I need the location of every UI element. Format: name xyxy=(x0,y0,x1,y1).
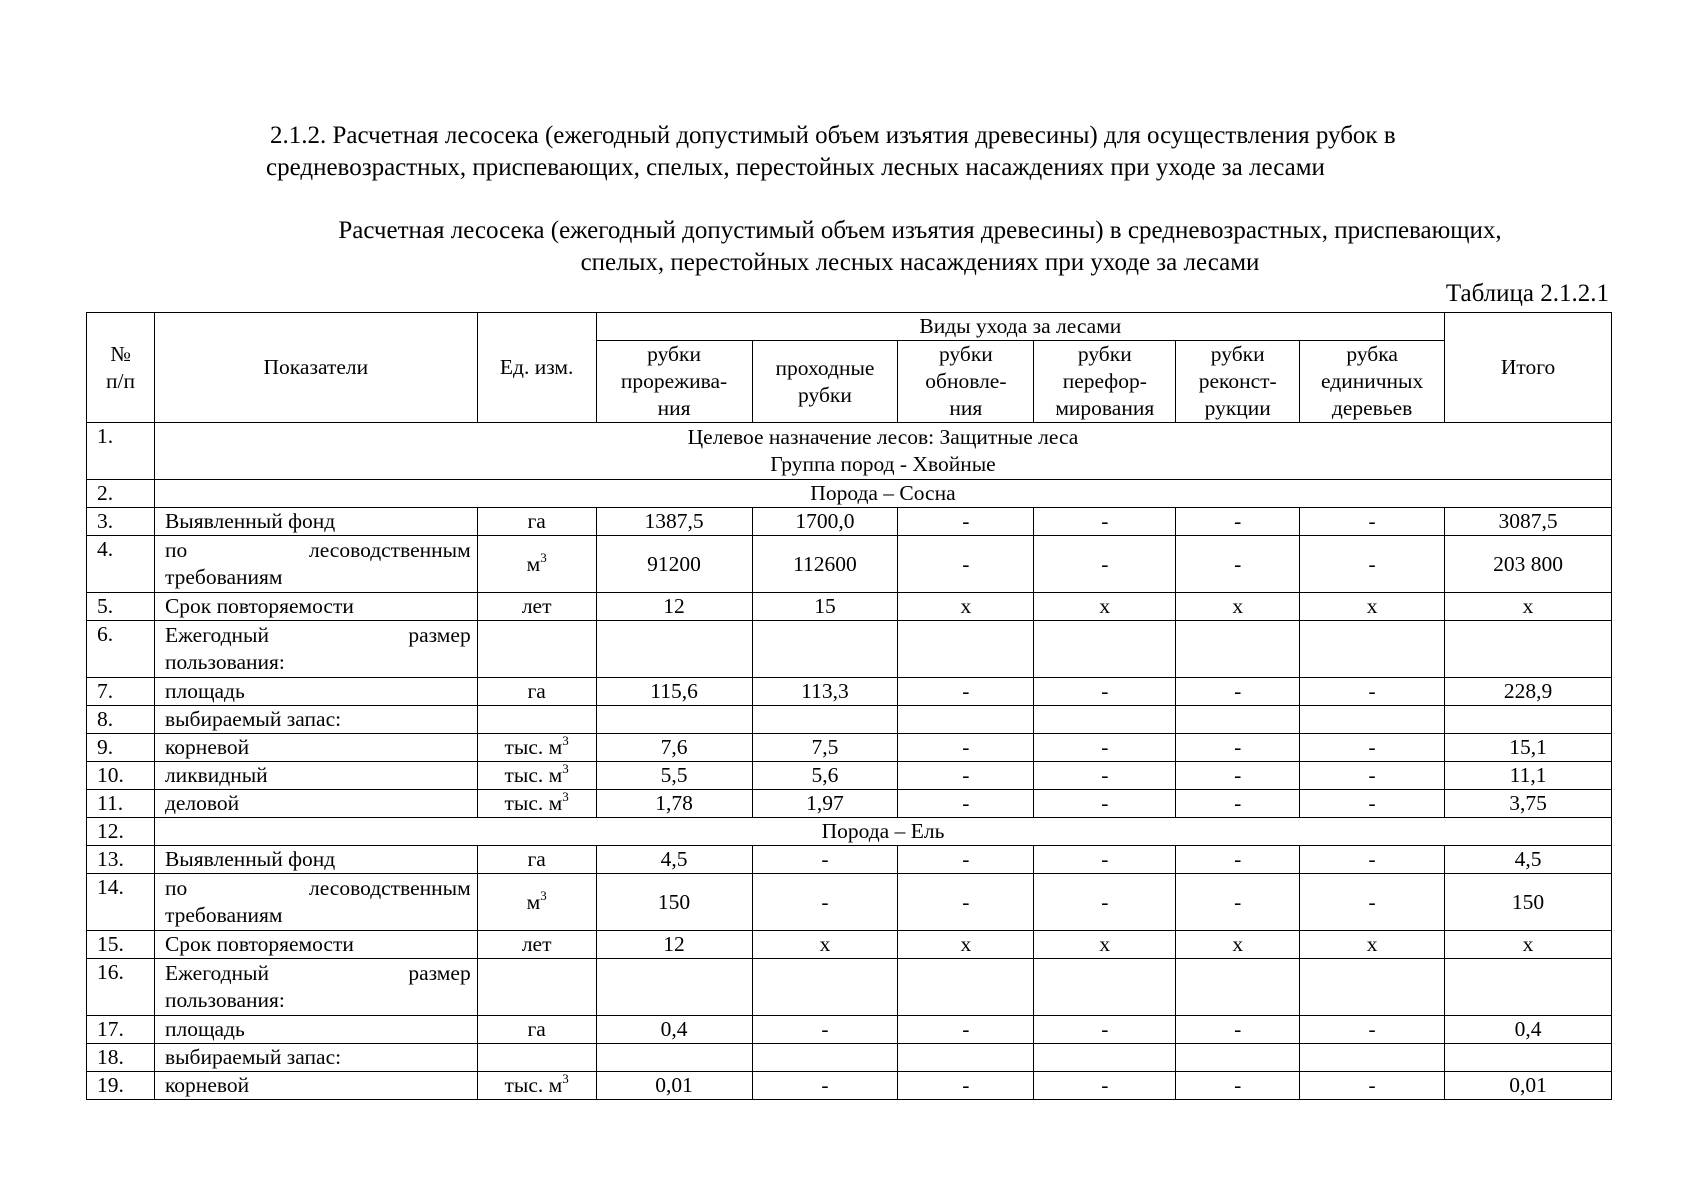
empty-cell xyxy=(1445,621,1612,678)
row-indicator: корневой xyxy=(154,734,477,762)
value-cell: 0,4 xyxy=(596,1016,752,1044)
header-row-1 xyxy=(87,313,1612,341)
section-title: Порода – Сосна xyxy=(154,480,1611,508)
row-number: 19. xyxy=(87,1072,155,1100)
empty-cell xyxy=(898,706,1034,734)
row-indicator: корневой xyxy=(154,1072,477,1100)
total-cell: 3,75 xyxy=(1445,790,1612,818)
row-indicator: Срок повторяемости xyxy=(154,593,477,621)
row-unit: тыс. $м^3$ xyxy=(477,734,596,762)
value-cell: - xyxy=(1034,846,1176,874)
value-cell: 0,01 xyxy=(596,1072,752,1100)
col-passing-header: проходные рубки xyxy=(752,341,898,423)
empty-cell xyxy=(1445,706,1612,734)
row-number: 13. xyxy=(87,846,155,874)
empty-cell xyxy=(752,621,898,678)
value-cell: 5,5 xyxy=(596,762,752,790)
row-number: 12. xyxy=(87,818,155,846)
value-cell: - xyxy=(752,874,898,931)
row-indicator: площадь xyxy=(154,678,477,706)
row-number: 17. xyxy=(87,1016,155,1044)
section-title: Порода – Ель xyxy=(154,818,1611,846)
value-cell: - xyxy=(1300,762,1445,790)
row-indicator: площадь xyxy=(154,1016,477,1044)
row-number: 6. xyxy=(87,621,155,678)
value-cell: - xyxy=(1176,762,1300,790)
empty-cell xyxy=(596,959,752,1016)
row-indicator: выбираемый запас: xyxy=(154,1044,477,1072)
empty-cell xyxy=(477,1044,596,1072)
value-cell: - xyxy=(1034,762,1176,790)
table-row xyxy=(87,959,1612,1016)
value-cell: - xyxy=(898,734,1034,762)
empty-cell xyxy=(596,621,752,678)
empty-cell xyxy=(898,1044,1034,1072)
value-cell: - xyxy=(1176,874,1300,931)
value-cell: - xyxy=(1300,874,1445,931)
value-cell: 12 xyxy=(596,593,752,621)
col-reformation-header: рубки перефор- мирования xyxy=(1034,341,1176,423)
table-caption: Таблица 2.1.2.1 xyxy=(1445,280,1609,307)
col-indicators-header: Показатели xyxy=(154,313,477,423)
empty-cell xyxy=(1176,1044,1300,1072)
value-cell: - xyxy=(1176,790,1300,818)
table-title-line1: Расчетная лесосека (ежегодный допустимый объем изъятия древесины) в средневозрастных, приспевающих, xyxy=(338,217,1502,244)
row-indicator: Выявленный фонд xyxy=(154,508,477,536)
table-row xyxy=(87,621,1612,678)
row-indicator: ликвидный xyxy=(154,762,477,790)
value-cell: - xyxy=(752,1016,898,1044)
row-number: 1. xyxy=(87,423,155,480)
value-cell: - xyxy=(1300,1016,1445,1044)
empty-cell xyxy=(1176,959,1300,1016)
value-cell: - xyxy=(1300,734,1445,762)
row-number: 15. xyxy=(87,931,155,959)
value-cell: 15 xyxy=(752,593,898,621)
empty-cell xyxy=(1445,1044,1612,1072)
value-cell: - xyxy=(1176,536,1300,593)
table-row xyxy=(87,593,1612,621)
row-number: 14. xyxy=(87,874,155,931)
table-row xyxy=(87,536,1612,593)
value-cell: - xyxy=(898,874,1034,931)
value-cell: х xyxy=(1034,593,1176,621)
total-cell: 3087,5 xyxy=(1445,508,1612,536)
value-cell: 1700,0 xyxy=(752,508,898,536)
row-unit: лет xyxy=(477,931,596,959)
row-unit: тыс. $м^3$ xyxy=(477,762,596,790)
row-indicator: выбираемый запас: xyxy=(154,706,477,734)
value-cell: - xyxy=(1300,790,1445,818)
table-row xyxy=(87,1072,1612,1100)
row-number: 5. xyxy=(87,593,155,621)
row-indicator: Срок повторяемости xyxy=(154,931,477,959)
table-row xyxy=(87,874,1612,931)
value-cell: - xyxy=(1034,508,1176,536)
empty-cell xyxy=(477,621,596,678)
value-cell: - xyxy=(1300,678,1445,706)
value-cell: - xyxy=(1034,678,1176,706)
table-row xyxy=(87,1044,1612,1072)
row-unit: лет xyxy=(477,593,596,621)
col-thinning-header: рубки прорежива- ния xyxy=(596,341,752,423)
row-indicator: деловой xyxy=(154,790,477,818)
row-number: 11. xyxy=(87,790,155,818)
row-indicator: Ежегодный размер пользования: xyxy=(154,621,477,678)
empty-cell xyxy=(596,1044,752,1072)
value-cell: 112600 xyxy=(752,536,898,593)
value-cell: - xyxy=(1034,790,1176,818)
value-cell: - xyxy=(1034,1016,1176,1044)
value-cell: 5,6 xyxy=(752,762,898,790)
table-title xyxy=(250,215,1590,279)
value-cell: х xyxy=(898,593,1034,621)
empty-cell xyxy=(752,706,898,734)
row-number: 16. xyxy=(87,959,155,1016)
row-unit: тыс. $м^3$ xyxy=(477,790,596,818)
total-cell: 0,01 xyxy=(1445,1072,1612,1100)
table-row xyxy=(87,706,1612,734)
section-row xyxy=(87,818,1612,846)
total-cell: 4,5 xyxy=(1445,846,1612,874)
value-cell: х xyxy=(1176,931,1300,959)
value-cell: 1387,5 xyxy=(596,508,752,536)
total-cell: 11,1 xyxy=(1445,762,1612,790)
row-number: 4. xyxy=(87,536,155,593)
row-number: 2. xyxy=(87,480,155,508)
value-cell: - xyxy=(1034,1072,1176,1100)
value-cell: - xyxy=(1176,734,1300,762)
value-cell: 1,78 xyxy=(596,790,752,818)
col-reconstruction-header: рубки реконст- рукции xyxy=(1176,341,1300,423)
value-cell: х xyxy=(898,931,1034,959)
row-number: 8. xyxy=(87,706,155,734)
empty-cell xyxy=(1300,1044,1445,1072)
empty-cell xyxy=(1300,959,1445,1016)
value-cell: х xyxy=(752,931,898,959)
row-number: 10. xyxy=(87,762,155,790)
empty-cell xyxy=(1300,621,1445,678)
value-cell: - xyxy=(898,508,1034,536)
value-cell: - xyxy=(1034,874,1176,931)
value-cell: 7,5 xyxy=(752,734,898,762)
value-cell: 12 xyxy=(596,931,752,959)
col-units-header: Ед. изм. xyxy=(477,313,596,423)
col-num-header: № п/п xyxy=(87,313,155,423)
value-cell: - xyxy=(1300,536,1445,593)
value-cell: - xyxy=(898,762,1034,790)
total-cell: х xyxy=(1445,593,1612,621)
row-unit: га xyxy=(477,508,596,536)
total-cell: 228,9 xyxy=(1445,678,1612,706)
empty-cell xyxy=(1034,621,1176,678)
value-cell: - xyxy=(1176,1072,1300,1100)
row-unit: $м^3$ xyxy=(477,874,596,931)
empty-cell xyxy=(1034,959,1176,1016)
empty-cell xyxy=(1176,706,1300,734)
value-cell: - xyxy=(1300,1072,1445,1100)
table-row xyxy=(87,762,1612,790)
row-indicator: по лесоводственным требованиям xyxy=(154,536,477,593)
row-indicator: Выявленный фонд xyxy=(154,846,477,874)
value-cell: - xyxy=(898,846,1034,874)
col-renewal-header: рубки обновле- ния xyxy=(898,341,1034,423)
value-cell: - xyxy=(1176,846,1300,874)
section-heading xyxy=(266,120,1600,184)
value-cell: - xyxy=(1300,508,1445,536)
value-cell: х xyxy=(1176,593,1300,621)
table-row xyxy=(87,508,1612,536)
table-row xyxy=(87,790,1612,818)
empty-cell xyxy=(1445,959,1612,1016)
value-cell: 150 xyxy=(596,874,752,931)
table-row xyxy=(87,846,1612,874)
section-heading-line2: средневозрастных, приспевающих, спелых, перестойных лесных насаждениях при уходе за лесами xyxy=(266,154,1325,181)
row-unit: га xyxy=(477,846,596,874)
value-cell: - xyxy=(1300,846,1445,874)
total-cell: 203 800 xyxy=(1445,536,1612,593)
row-indicator: по лесоводственным требованиям xyxy=(154,874,477,931)
section-heading-line1: 2.1.2. Расчетная лесосека (ежегодный допустимый объем изъятия древесины) для осуществления рубок в xyxy=(270,122,1396,149)
value-cell: - xyxy=(898,1072,1034,1100)
total-cell: 15,1 xyxy=(1445,734,1612,762)
table-row xyxy=(87,1016,1612,1044)
value-cell: - xyxy=(898,536,1034,593)
section-row xyxy=(87,423,1612,480)
value-cell: 4,5 xyxy=(596,846,752,874)
empty-cell xyxy=(1034,706,1176,734)
row-unit: га xyxy=(477,1016,596,1044)
value-cell: - xyxy=(898,678,1034,706)
empty-cell xyxy=(477,706,596,734)
value-cell: - xyxy=(1034,536,1176,593)
row-number: 7. xyxy=(87,678,155,706)
row-number: 9. xyxy=(87,734,155,762)
value-cell: - xyxy=(1034,734,1176,762)
empty-cell xyxy=(477,959,596,1016)
value-cell: - xyxy=(1176,1016,1300,1044)
row-number: 3. xyxy=(87,508,155,536)
value-cell: 91200 xyxy=(596,536,752,593)
row-unit: га xyxy=(477,678,596,706)
empty-cell xyxy=(752,1044,898,1072)
empty-cell xyxy=(898,959,1034,1016)
total-cell: 150 xyxy=(1445,874,1612,931)
empty-cell xyxy=(898,621,1034,678)
empty-cell xyxy=(1176,621,1300,678)
empty-cell xyxy=(1034,1044,1176,1072)
col-single-trees-header: рубка единичных деревьев xyxy=(1300,341,1445,423)
table-row xyxy=(87,931,1612,959)
table-title-line2: спелых, перестойных лесных насаждениях при уходе за лесами xyxy=(580,249,1260,276)
row-unit: $м^3$ xyxy=(477,536,596,593)
empty-cell xyxy=(596,706,752,734)
empty-cell xyxy=(1300,706,1445,734)
value-cell: х xyxy=(1300,593,1445,621)
section-row xyxy=(87,480,1612,508)
harvest-table xyxy=(86,312,1612,1100)
value-cell: - xyxy=(752,1072,898,1100)
value-cell: х xyxy=(1300,931,1445,959)
empty-cell xyxy=(752,959,898,1016)
value-cell: 113,3 xyxy=(752,678,898,706)
value-cell: - xyxy=(898,1016,1034,1044)
row-indicator: Ежегодный размер пользования: xyxy=(154,959,477,1016)
total-cell: 0,4 xyxy=(1445,1016,1612,1044)
value-cell: - xyxy=(1176,678,1300,706)
table-row xyxy=(87,734,1612,762)
value-cell: - xyxy=(752,846,898,874)
value-cell: х xyxy=(1034,931,1176,959)
value-cell: - xyxy=(898,790,1034,818)
value-cell: - xyxy=(1176,508,1300,536)
section-title: Целевое назначение лесов: Защитные леса Группа пород - Хвойные xyxy=(154,423,1611,480)
row-unit: тыс. $м^3$ xyxy=(477,1072,596,1100)
value-cell: 1,97 xyxy=(752,790,898,818)
total-cell: х xyxy=(1445,931,1612,959)
row-number: 18. xyxy=(87,1044,155,1072)
col-total-header: Итого xyxy=(1445,313,1612,423)
care-types-group-header: Виды ухода за лесами xyxy=(596,313,1445,341)
value-cell: 7,6 xyxy=(596,734,752,762)
value-cell: 115,6 xyxy=(596,678,752,706)
table-row xyxy=(87,678,1612,706)
